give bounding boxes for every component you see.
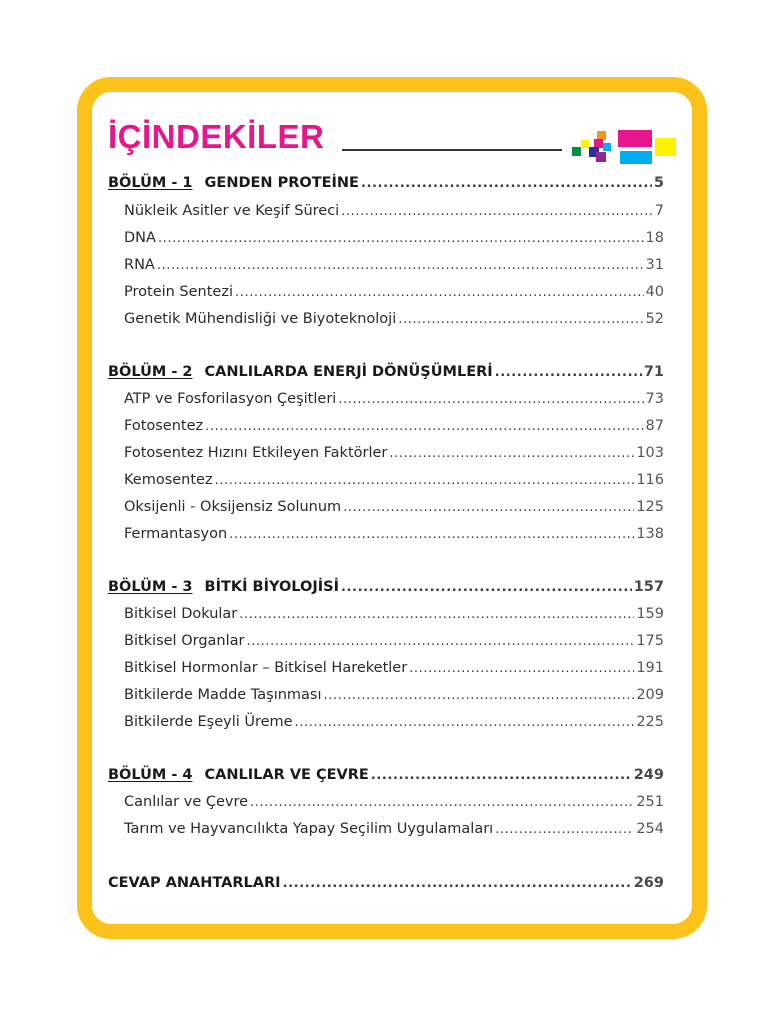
dot-leader [229, 527, 634, 542]
page-number: 52 [645, 311, 664, 327]
page-title: İÇİNDEKİLER [108, 118, 325, 155]
dot-leader [341, 580, 632, 595]
answer-keys-heading[interactable] [108, 875, 664, 899]
page-number: 138 [636, 526, 664, 542]
section-heading[interactable] [108, 175, 664, 199]
entry-title: Bitkisel Hormonlar – Bitkisel Hareketler [124, 660, 408, 676]
page-number: 254 [636, 821, 664, 837]
section-title: BİTKİ BİYOLOJİSİ [204, 579, 339, 595]
page-number: 249 [633, 767, 664, 783]
page-number: 159 [636, 606, 664, 622]
dot-leader [495, 822, 634, 837]
entry-title: Genetik Mühendisliği ve Biyoteknoloji [124, 311, 397, 327]
dot-leader [205, 419, 643, 434]
entry-title: Bitkilerde Madde Taşınması [124, 687, 322, 703]
dot-leader [235, 285, 644, 300]
dot-leader [158, 231, 644, 246]
toc-entry[interactable] [124, 445, 664, 469]
toc-entry[interactable] [124, 391, 664, 415]
dot-leader [239, 607, 634, 622]
entry-title: Kemosentez [124, 472, 213, 488]
page-number: 157 [633, 579, 664, 595]
section-number: BÖLÜM - 2 [108, 364, 193, 380]
toc-entry[interactable] [124, 257, 664, 281]
entry-title: Fermantasyon [124, 526, 228, 542]
entry-title: ATP ve Fosforilasyon Çeşitleri [124, 391, 337, 407]
page-number: 209 [636, 687, 664, 703]
entry-title: Nükleik Asitler ve Keşif Süreci [124, 203, 340, 219]
page-number: 269 [633, 875, 664, 891]
section-number: BÖLÜM - 1 [108, 175, 193, 191]
toc-entry[interactable] [124, 821, 664, 845]
toc-entry[interactable] [124, 472, 664, 496]
dot-leader [215, 473, 635, 488]
dot-leader [389, 446, 634, 461]
dot-leader [283, 876, 632, 891]
page-number: 31 [645, 257, 664, 273]
dot-leader [495, 365, 642, 380]
dot-leader [246, 634, 634, 649]
section-title: GENDEN PROTEİNE [204, 175, 359, 191]
toc-entry[interactable] [124, 794, 664, 818]
entry-title: RNA [124, 257, 155, 273]
toc-entry[interactable] [124, 714, 664, 738]
toc-entry[interactable] [124, 284, 664, 308]
dot-leader [361, 176, 652, 191]
page-number: 40 [645, 284, 664, 300]
page-number: 7 [654, 203, 664, 219]
section-number: BÖLÜM - 4 [108, 767, 193, 783]
dot-leader [324, 688, 635, 703]
dot-leader [157, 258, 644, 273]
toc-entry[interactable] [124, 633, 664, 657]
entry-title: DNA [124, 230, 156, 246]
entry-title: Canlılar ve Çevre [124, 794, 249, 810]
entry-title: Bitkilerde Eşeyli Üreme [124, 714, 293, 730]
page-number: 18 [645, 230, 664, 246]
dot-leader [250, 795, 634, 810]
page-number: 71 [643, 364, 664, 380]
page-number: 5 [653, 175, 664, 191]
entry-title: Fotosentez [124, 418, 204, 434]
page-number: 103 [636, 445, 664, 461]
page-number: 191 [636, 660, 664, 676]
section-heading[interactable] [108, 364, 664, 388]
page-number: 116 [636, 472, 664, 488]
section-number: BÖLÜM - 3 [108, 579, 193, 595]
dot-leader [398, 312, 643, 327]
page-number: 87 [645, 418, 664, 434]
toc-entry[interactable] [124, 499, 664, 523]
toc-entry[interactable] [124, 660, 664, 684]
dot-leader [295, 715, 635, 730]
toc-entry[interactable] [124, 606, 664, 630]
entry-title: Fotosentez Hızını Etkileyen Faktörler [124, 445, 388, 461]
dot-leader [409, 661, 634, 676]
toc-entry[interactable] [124, 687, 664, 711]
section-title: CANLILARDA ENERJİ DÖNÜŞÜMLERİ [204, 364, 493, 380]
entry-title: Bitkisel Dokular [124, 606, 238, 622]
page-number: 251 [636, 794, 664, 810]
dot-leader [338, 392, 643, 407]
dot-leader [371, 768, 632, 783]
entry-title: Tarım ve Hayvancılıkta Yapay Seçilim Uygulamaları [124, 821, 494, 837]
page-number: 225 [636, 714, 664, 730]
toc-entry[interactable] [124, 230, 664, 254]
page-number: 73 [645, 391, 664, 407]
section-heading[interactable] [108, 767, 664, 791]
toc-entry[interactable] [124, 311, 664, 335]
section-heading[interactable] [108, 579, 664, 603]
entry-title: Oksijenli - Oksijensiz Solunum [124, 499, 342, 515]
toc-entry[interactable] [124, 203, 664, 227]
entry-title: Protein Sentezi [124, 284, 233, 300]
section-title: CEVAP ANAHTARLARI [108, 875, 281, 891]
entry-title: Bitkisel Organlar [124, 633, 245, 649]
toc-entry[interactable] [124, 526, 664, 550]
page-number: 125 [636, 499, 664, 515]
dot-leader [341, 204, 653, 219]
toc-entry[interactable] [124, 418, 664, 442]
dot-leader [343, 500, 634, 515]
section-title: CANLILAR VE ÇEVRE [204, 767, 369, 783]
page-number: 175 [636, 633, 664, 649]
